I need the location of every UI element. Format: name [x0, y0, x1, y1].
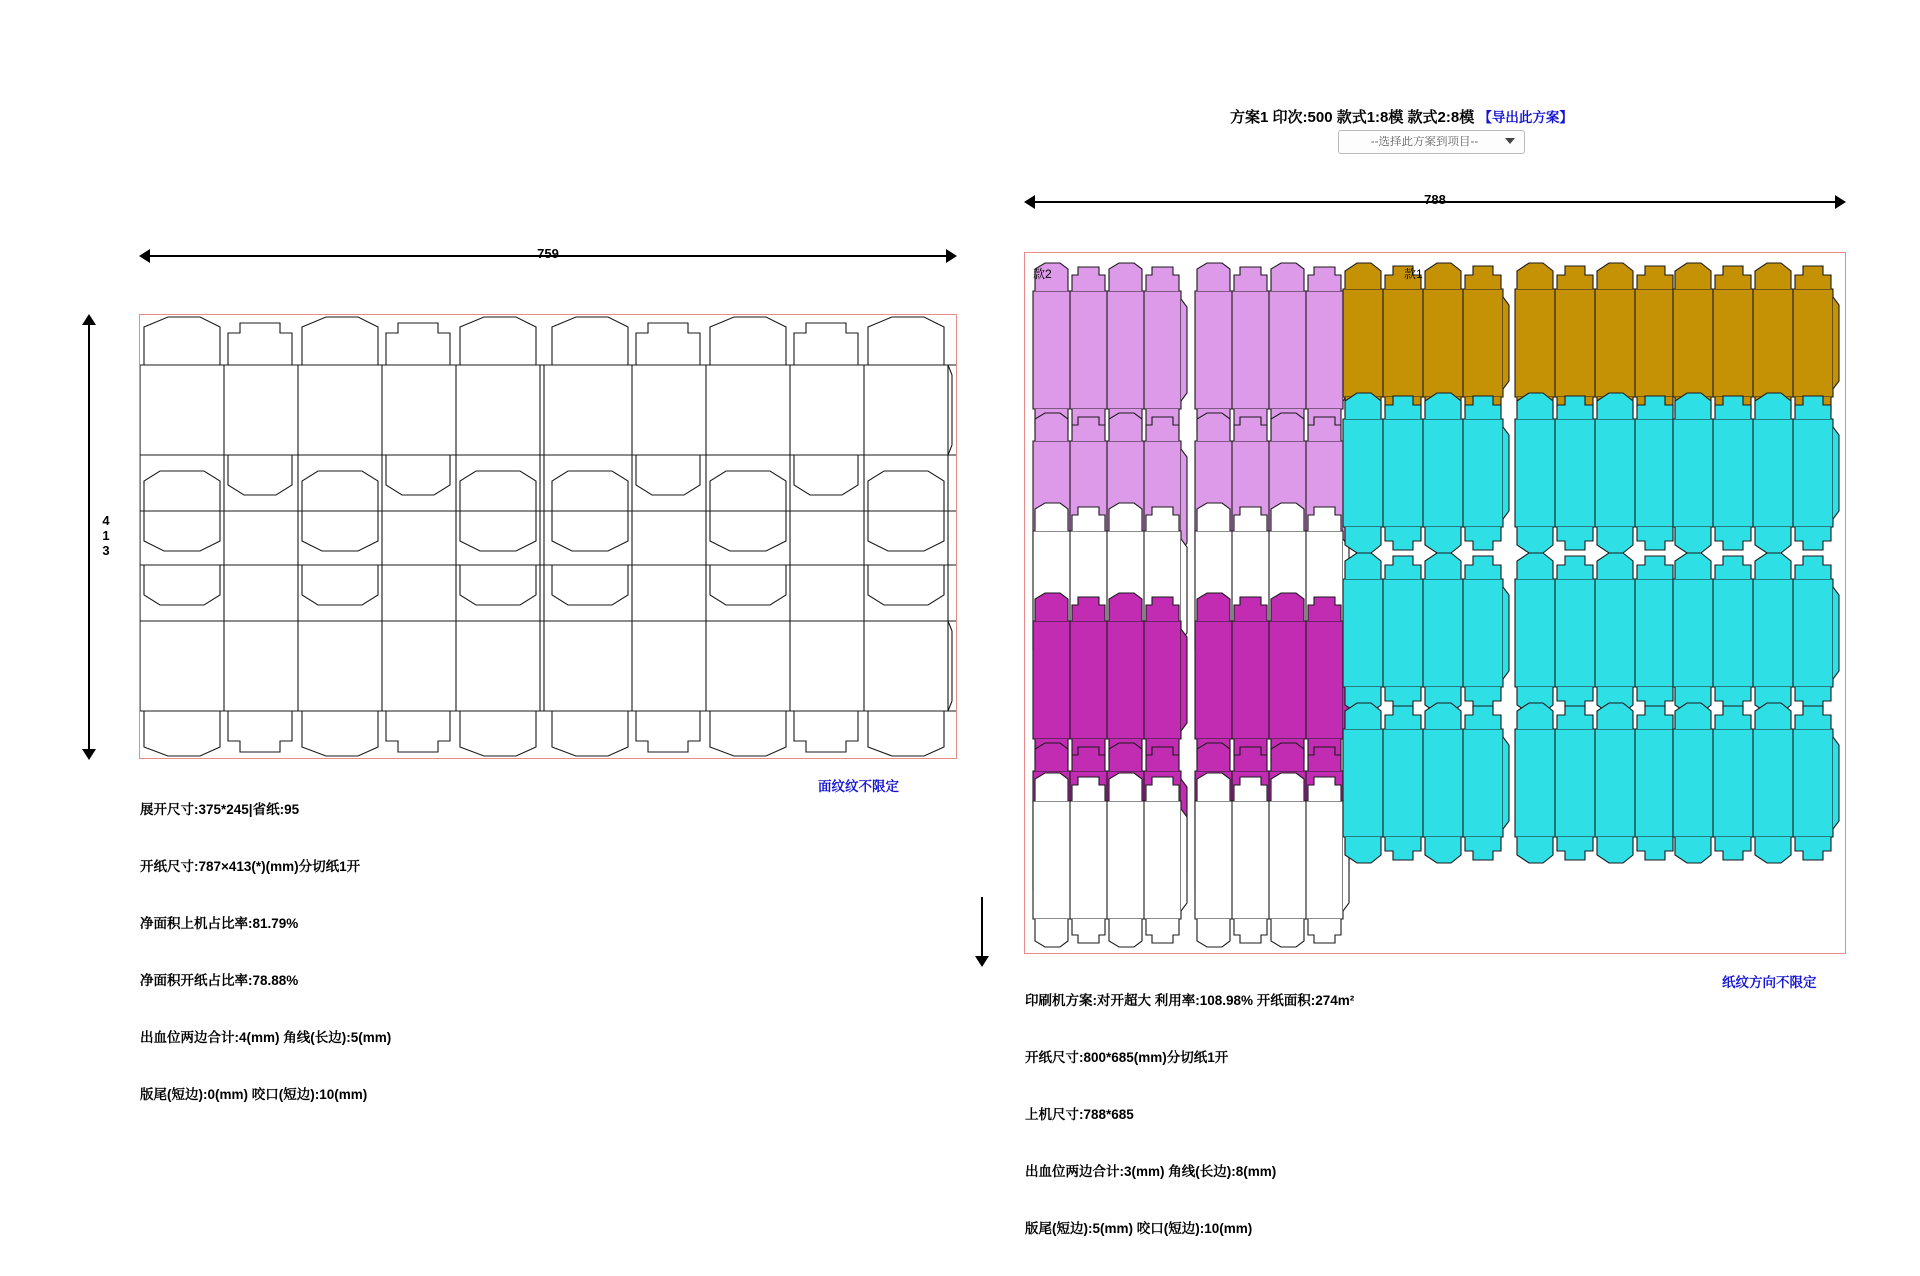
left-info-line-2: 净面积上机占比率:81.79%: [140, 916, 299, 931]
left-info-line-4: 出血位两边合计:4(mm) 角线(长边):5(mm): [140, 1030, 392, 1045]
left-sheet-frame: [139, 314, 957, 759]
left-height-arrow: [82, 314, 96, 760]
right-info-line-4: 版尾(短边):5(mm) 咬口(短边):10(mm): [1025, 1221, 1253, 1236]
left-width-label: 759: [537, 246, 559, 261]
right-grain-note: 纸纹方向不限定: [1722, 975, 1817, 990]
right-direction-arrow: [975, 897, 989, 967]
style-tag-2: 款2: [1033, 267, 1052, 281]
left-grain-note: 面纹纹不限定: [818, 779, 899, 794]
left-info-line-5: 版尾(短边):0(mm) 咬口(短边):10(mm): [140, 1087, 368, 1102]
right-info-line-1: 开纸尺寸:800*685(mm)分切纸1开: [1025, 1050, 1229, 1065]
left-info-line-1: 开纸尺寸:787×413(*)(mm)分切纸1开: [140, 859, 361, 874]
export-scheme-link[interactable]: 【导出此方案】: [1478, 110, 1573, 125]
scheme-title: 方案1 印次:500 款式1:8模 款式2:8模: [1230, 109, 1475, 126]
right-width-label: 788: [1424, 192, 1446, 207]
left-info-line-3: 净面积开纸占比率:78.88%: [140, 973, 299, 988]
style-tag-1: 款1: [1404, 267, 1423, 281]
left-dieline-drawing: [140, 315, 956, 758]
left-info-line-0: 展开尺寸:375*245|省纸:95: [140, 802, 300, 817]
right-sheet-frame: [1024, 252, 1846, 954]
right-dieline-drawing: [1025, 253, 1845, 953]
right-info-line-0: 印刷机方案:对开超大 利用率:108.98% 开纸面积:274m²: [1025, 993, 1355, 1008]
project-select[interactable]: [1338, 130, 1525, 154]
left-sheet-info: [140, 762, 391, 1142]
right-info-line-3: 出血位两边合计:3(mm) 角线(长边):8(mm): [1025, 1164, 1277, 1179]
right-sheet-info: [1025, 953, 1354, 1276]
left-height-label: 4 1 3: [102, 513, 110, 558]
scheme-title-row: [1230, 106, 1573, 127]
right-info-line-2: 上机尺寸:788*685: [1025, 1107, 1134, 1122]
